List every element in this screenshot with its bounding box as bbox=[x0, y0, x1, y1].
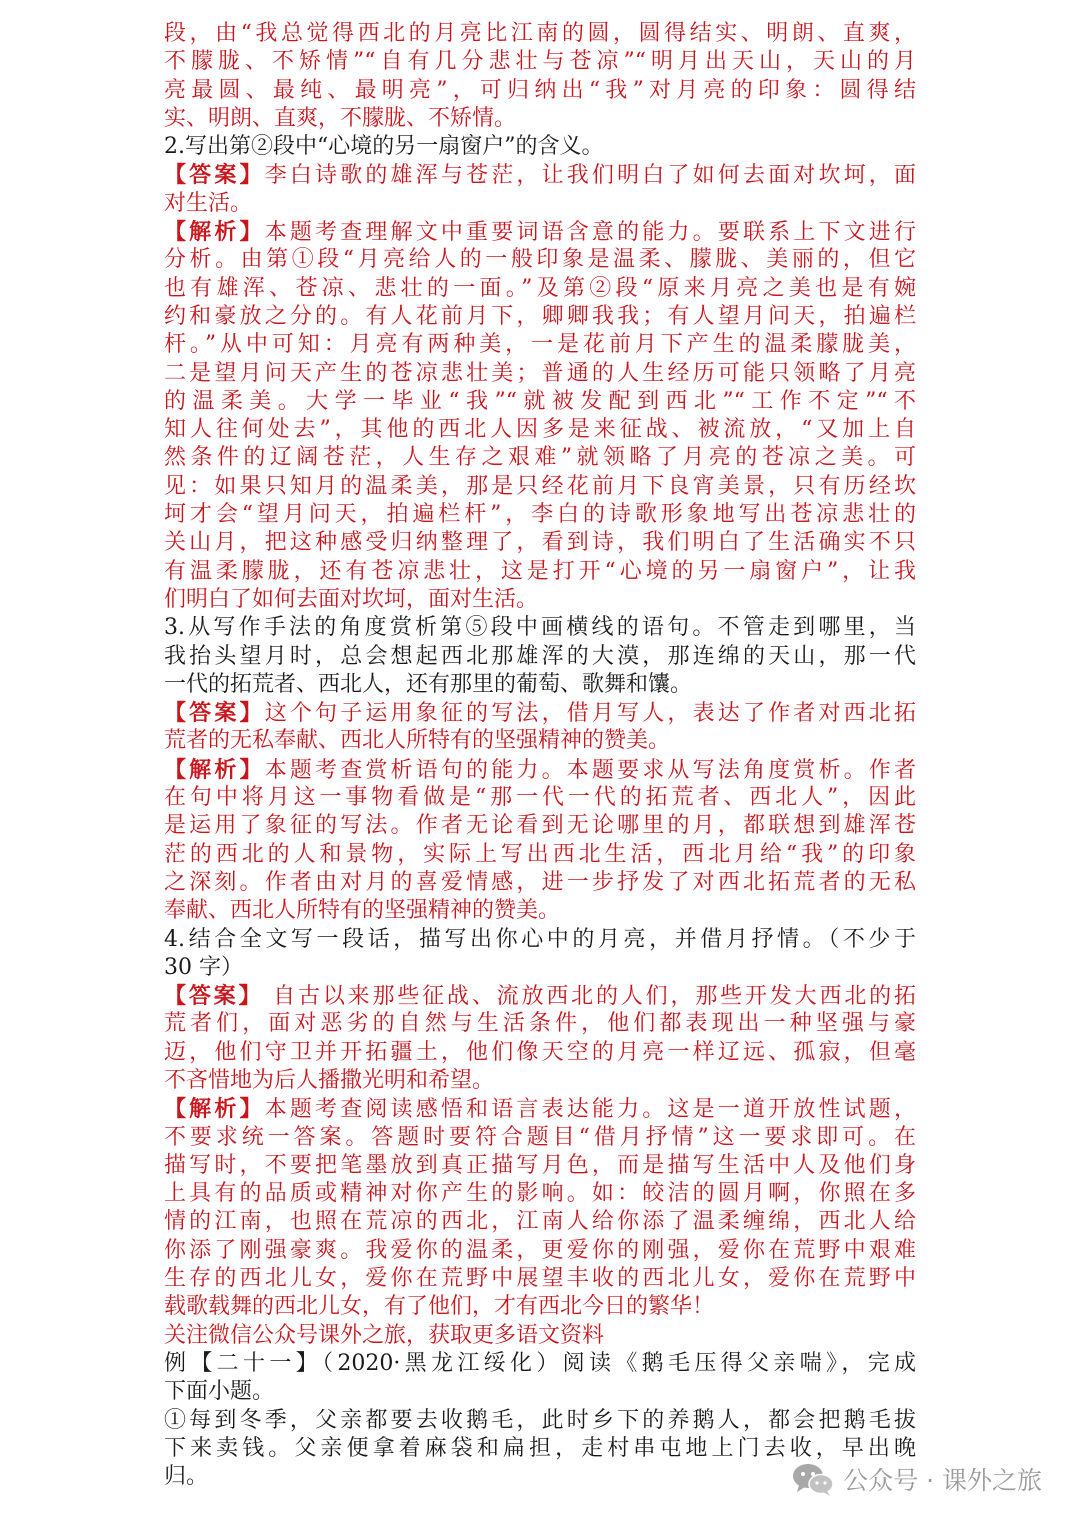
line-text: 30 字） bbox=[164, 954, 243, 980]
text-line bbox=[164, 586, 916, 614]
line-text: 杆。”从中可知：月亮有两种美，一是花前月下产生的温柔朦胧美， bbox=[164, 332, 916, 358]
text-line bbox=[164, 558, 916, 586]
text-line bbox=[164, 1208, 916, 1236]
line-text: 生存的西北儿女，爱你在荒野中展望丰收的西北儿女，爱你在荒野中 bbox=[164, 1266, 916, 1292]
line-text: 本题考查阅读感悟和语言表达能力。这是一道开放性试题， bbox=[264, 1097, 916, 1123]
text-line bbox=[164, 1407, 916, 1435]
answer-label: 【解析】 bbox=[164, 1096, 265, 1123]
line-text: 例【二十一】（2020·黑龙江绥化）阅读《鹅毛压得父亲喘》，完成 bbox=[164, 1350, 916, 1376]
line-text: 段，由“我总觉得西北的月亮比江南的圆，圆得结实、明朗、直爽， bbox=[164, 21, 916, 46]
line-text: 本题考查赏析语句的能力。本题要求从写法角度赏析。作者 bbox=[264, 757, 916, 783]
line-text: 我抬头望月时，总会想起西北那雄浑的大漠，那连绵的天山，那一代 bbox=[164, 643, 916, 669]
line-text: 分析。由第①段“月亮给人的一般印象是温柔、朦胧、美丽的，但它 bbox=[164, 247, 916, 273]
text-line bbox=[164, 133, 916, 161]
text-line bbox=[164, 954, 916, 982]
line-text: 情的江南，也照在荒凉的西北，江南人给你添了温柔缠绵，西北人给 bbox=[164, 1209, 916, 1235]
line-text: 实、明朗、直爽，不朦胧、不矫情。 bbox=[164, 105, 517, 131]
line-text: 是运用了象征的写法。作者无论看到无论哪里的月，都联想到雄浑苍 bbox=[164, 813, 916, 839]
line-text: 亮最圆、最纯、最明亮”，可归纳出“我”对月亮的印象：圆得结 bbox=[164, 77, 916, 103]
answer-label: 【答案】 bbox=[164, 983, 264, 1010]
text-line bbox=[164, 1067, 916, 1095]
line-text: 坷才会“望月问天，拍遍栏杆”，李白的诗歌形象地写出苍凉悲壮的 bbox=[164, 502, 916, 528]
text-line bbox=[164, 246, 916, 274]
text-line bbox=[164, 388, 916, 416]
document-body bbox=[164, 20, 916, 1491]
line-text: 载歌载舞的西北儿女，有了他们，才有西北今日的繁华！ bbox=[164, 1294, 715, 1320]
line-text: 不朦胧、不矫情”“自有几分悲壮与苍凉”“明月出天山，天山的月 bbox=[164, 49, 916, 75]
text-line bbox=[164, 756, 916, 784]
text-line bbox=[164, 1152, 916, 1180]
text-line bbox=[164, 614, 916, 642]
line-text: 茫的西北的人和景物，实际上写出西北生活，西北月给“我”的印象 bbox=[164, 841, 916, 867]
text-line bbox=[164, 1322, 916, 1350]
line-text: 4.结合全文写一段话，描写出你心中的月亮，并借月抒情。（不少于 bbox=[164, 926, 916, 952]
text-line bbox=[164, 897, 916, 925]
wechat-icon bbox=[791, 1461, 835, 1497]
text-line bbox=[164, 926, 916, 954]
answer-label: 【答案】 bbox=[164, 700, 265, 727]
text-line bbox=[164, 360, 916, 388]
text-line bbox=[164, 1039, 916, 1067]
text-line bbox=[164, 20, 916, 48]
line-text: 不吝惜地为后人播撒光明和希望。 bbox=[164, 1067, 495, 1093]
text-line bbox=[164, 1180, 916, 1208]
text-line bbox=[164, 784, 916, 812]
text-line bbox=[164, 303, 916, 331]
line-text: ①每到冬季，父亲都要去收鹅毛，此时乡下的养鹅人，都会把鹅毛拔 bbox=[164, 1407, 916, 1433]
text-line bbox=[164, 1293, 916, 1321]
line-text: 关山月，把这种感受归纳整理了，看到诗，我们明白了生活确实不只 bbox=[164, 530, 916, 556]
text-line bbox=[164, 812, 916, 840]
text-line bbox=[164, 982, 916, 1010]
text-line bbox=[164, 1378, 916, 1406]
line-text: 本题考查理解文中重要词语含意的能力。要联系上下文进行 bbox=[264, 220, 916, 246]
watermark bbox=[791, 1461, 1042, 1497]
line-text: 们明白了如何去面对坎坷，面对生活。 bbox=[164, 586, 539, 612]
text-line bbox=[164, 473, 916, 501]
answer-label: 【解析】 bbox=[164, 219, 265, 246]
line-text: 见：如果只知月的温柔美，那是只经花前月下良宵美景，只有历经坎 bbox=[164, 473, 916, 499]
line-text: 的温柔美。大学一毕业“我”“就被发配到西北”“工作不定”“不 bbox=[164, 388, 916, 414]
text-line bbox=[164, 416, 916, 444]
line-text: 约和豪放之分的。有人花前月下，卿卿我我；有人望月问天，拍遍栏 bbox=[164, 303, 916, 329]
line-text: 自古以来那些征战、流放西北的人们，那些开发大西北的拓 bbox=[263, 984, 916, 1010]
line-text: 也有雄浑、苍凉、悲壮的一面。”及第②段“原来月亮之美也是有婉 bbox=[164, 275, 916, 301]
text-line bbox=[164, 161, 916, 189]
line-text: 迈，他们守卫并开拓疆土，他们像天空的月亮一样辽远、孤寂，但毫 bbox=[164, 1039, 916, 1065]
text-line bbox=[164, 529, 916, 557]
text-line bbox=[164, 1010, 916, 1038]
line-text: 这个句子运用象征的写法，借月写人，表达了作者对西北拓 bbox=[264, 701, 916, 727]
text-line bbox=[164, 48, 916, 76]
line-text: 对生活。 bbox=[164, 190, 253, 216]
text-line bbox=[164, 643, 916, 671]
text-line bbox=[164, 1095, 916, 1123]
line-text: 上具有的品质或精神对你产生的影响。如：皎洁的圆月啊，你照在多 bbox=[164, 1181, 916, 1207]
line-text: 下面小题。 bbox=[164, 1379, 275, 1405]
text-line bbox=[164, 699, 916, 727]
line-text: 下来卖钱。父亲便拿着麻袋和扁担，走村串屯地上门去收，早出晚 bbox=[164, 1435, 916, 1461]
text-line bbox=[164, 1265, 916, 1293]
line-text: 一代的拓荒者、西北人，还有那里的葡萄、歌舞和馕。 bbox=[164, 671, 693, 697]
line-text: 你添了刚强豪爽。我爱你的温柔，更爱你的刚强，爱你在荒野中艰难 bbox=[164, 1237, 916, 1263]
text-line bbox=[164, 1124, 916, 1152]
line-text: 荒者的无私奉献、西北人所特有的坚强精神的赞美。 bbox=[164, 728, 671, 754]
line-text: 在句中将月这一事物看做是“那一代一代的拓荒者、西北人”，因此 bbox=[164, 785, 916, 811]
answer-label: 【答案】 bbox=[164, 162, 265, 189]
line-text: 有温柔朦胧，还有苍凉悲壮，这是打开“心境的另一扇窗户”，让我 bbox=[164, 558, 916, 584]
line-text: 描写时，不要把笔墨放到真正描写月色，而是描写生活中人及他们身 bbox=[164, 1152, 916, 1178]
line-text: 3.从写作手法的角度赏析第⑤段中画横线的语句。不管走到哪里，当 bbox=[164, 615, 916, 641]
text-line bbox=[164, 77, 916, 105]
line-text: 二是望月问天产生的苍凉悲壮美；普通的人生经历可能只领略了月亮 bbox=[164, 360, 916, 386]
line-text: 奉献、西北人所特有的坚强精神的赞美。 bbox=[164, 898, 561, 924]
text-line bbox=[164, 671, 916, 699]
line-text: 然条件的辽阔苍茫，人生存之艰难”就领略了月亮的苍凉之美。可 bbox=[164, 445, 916, 471]
text-line bbox=[164, 727, 916, 755]
line-text: 2.写出第②段中“心境的另一扇窗户”的含义。 bbox=[164, 134, 604, 160]
text-line bbox=[164, 501, 916, 529]
line-text: 归。 bbox=[164, 1464, 209, 1490]
text-line bbox=[164, 1350, 916, 1378]
text-line bbox=[164, 841, 916, 869]
watermark-text: 公众号 · 课外之旅 bbox=[843, 1466, 1042, 1495]
text-line bbox=[164, 331, 916, 359]
line-text: 关注微信公众号课外之旅，获取更多语文资料 bbox=[164, 1322, 605, 1348]
line-text: 之深刻。作者由对月的喜爱情感，进一步抒发了对西北拓荒者的无私 bbox=[164, 869, 916, 895]
text-line bbox=[164, 190, 916, 218]
text-line bbox=[164, 1435, 916, 1463]
text-line bbox=[164, 275, 916, 303]
line-text: 荒者们，面对恶劣的自然与生活条件，他们都表现出一种坚强与豪 bbox=[164, 1011, 916, 1037]
text-line bbox=[164, 444, 916, 472]
answer-label: 【解析】 bbox=[164, 756, 265, 783]
text-line bbox=[164, 1237, 916, 1265]
text-line bbox=[164, 869, 916, 897]
line-text: 李白诗歌的雄浑与苍茫，让我们明白了如何去面对坎坷，面 bbox=[264, 163, 916, 189]
text-line bbox=[164, 105, 916, 133]
text-line bbox=[164, 218, 916, 246]
line-text: 不要求统一答案。答题时要符合题目“借月抒情”这一要求即可。在 bbox=[164, 1124, 916, 1150]
line-text: 知人往何处去”，其他的西北人因多是来征战、被流放，“又加上自 bbox=[164, 417, 916, 443]
